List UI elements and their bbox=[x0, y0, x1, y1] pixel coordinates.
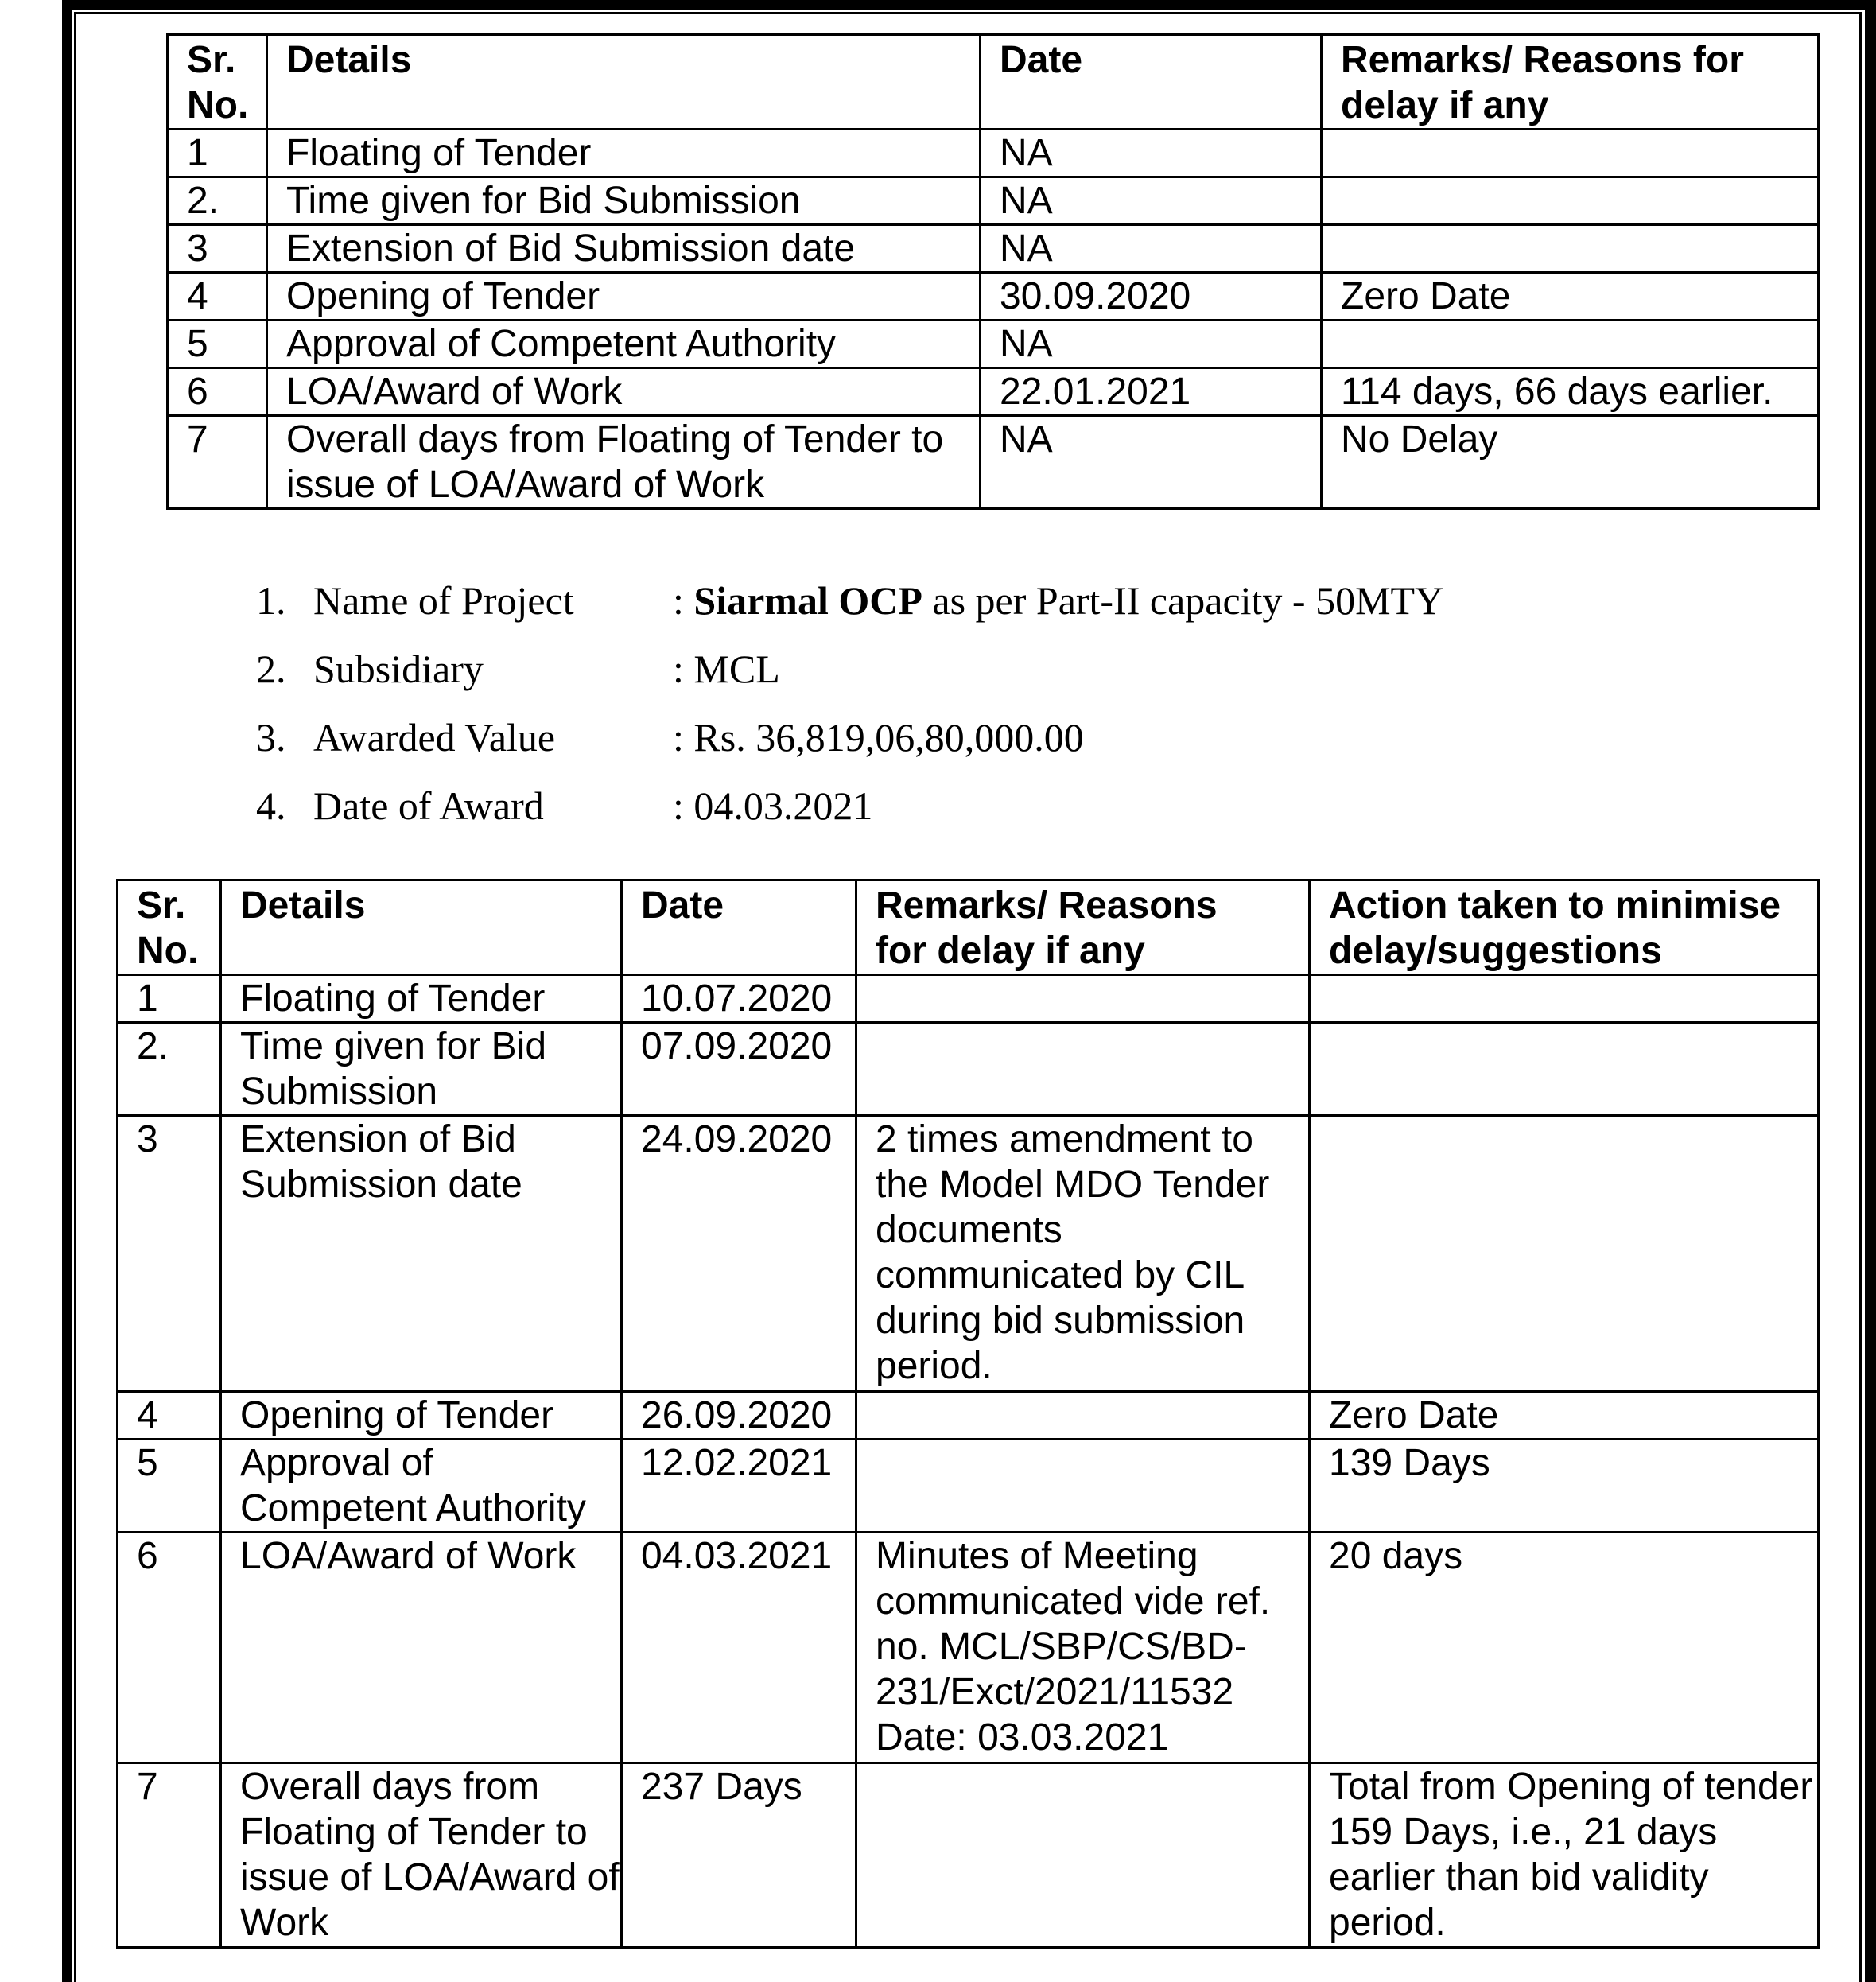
cell-details: Extension of Bid Submission date bbox=[221, 1116, 622, 1392]
cell-sr: 6 bbox=[168, 368, 267, 416]
page-inner-border-left bbox=[74, 12, 76, 1982]
table-row bbox=[168, 225, 1819, 273]
cell-remarks bbox=[856, 1392, 1310, 1440]
header-date: Date bbox=[981, 35, 1322, 130]
cell-remarks bbox=[856, 1023, 1310, 1116]
table-row bbox=[118, 1392, 1819, 1440]
project-name-value: : Siarmal OCP as per Part-II capacity - 50MTY bbox=[673, 578, 1444, 623]
header-sr-no: Sr. No. bbox=[118, 880, 221, 975]
table-row bbox=[168, 273, 1819, 321]
cell-sr: 3 bbox=[118, 1116, 221, 1392]
cell-remarks bbox=[1322, 225, 1819, 273]
cell-action: Total from Opening of tender 159 Days, i.e., 21 days earlier than bid validity period. bbox=[1310, 1763, 1819, 1948]
cell-details: Time given for Bid Submission bbox=[221, 1023, 622, 1116]
subsidiary-value: : MCL bbox=[673, 647, 780, 691]
page-border-left bbox=[62, 0, 72, 1982]
tender-timeline-table-2 bbox=[116, 879, 1820, 1949]
cell-date: 04.03.2021 bbox=[622, 1533, 856, 1763]
cell-details: Floating of Tender bbox=[267, 130, 981, 177]
table-header-row bbox=[118, 880, 1819, 975]
table-row bbox=[118, 1533, 1819, 1763]
cell-details: Time given for Bid Submission bbox=[267, 177, 981, 225]
cell-sr: 5 bbox=[118, 1440, 221, 1533]
cell-date: 10.07.2020 bbox=[622, 975, 856, 1023]
header-action-taken: Action taken to minimise delay/suggestions bbox=[1310, 880, 1819, 975]
header-details: Details bbox=[267, 35, 981, 130]
cell-details: Opening of Tender bbox=[221, 1392, 622, 1440]
header-details: Details bbox=[221, 880, 622, 975]
cell-date: NA bbox=[981, 130, 1322, 177]
header-remarks: Remarks/ Reasons for delay if any bbox=[856, 880, 1310, 975]
table-row bbox=[118, 975, 1819, 1023]
cell-details: Approval of Competent Authority bbox=[267, 321, 981, 368]
table-row bbox=[168, 368, 1819, 416]
cell-remarks bbox=[1322, 177, 1819, 225]
cell-action: 20 days bbox=[1310, 1533, 1819, 1763]
table-row bbox=[118, 1023, 1819, 1116]
cell-details: Opening of Tender bbox=[267, 273, 981, 321]
cell-details: LOA/Award of Work bbox=[267, 368, 981, 416]
table-row bbox=[168, 130, 1819, 177]
cell-remarks bbox=[856, 1440, 1310, 1533]
cell-details: LOA/Award of Work bbox=[221, 1533, 622, 1763]
cell-remarks bbox=[856, 1763, 1310, 1948]
page-border-right bbox=[1865, 0, 1876, 1982]
cell-date: 07.09.2020 bbox=[622, 1023, 856, 1116]
cell-details: Extension of Bid Submission date bbox=[267, 225, 981, 273]
cell-sr: 1 bbox=[118, 975, 221, 1023]
cell-action bbox=[1310, 975, 1819, 1023]
cell-date: 24.09.2020 bbox=[622, 1116, 856, 1392]
cell-action bbox=[1310, 1116, 1819, 1392]
cell-date: NA bbox=[981, 225, 1322, 273]
cell-remarks bbox=[856, 975, 1310, 1023]
cell-remarks bbox=[1322, 321, 1819, 368]
cell-action bbox=[1310, 1023, 1819, 1116]
cell-remarks: 114 days, 66 days earlier. bbox=[1322, 368, 1819, 416]
cell-details: Floating of Tender bbox=[221, 975, 622, 1023]
cell-sr: 1 bbox=[168, 130, 267, 177]
cell-sr: 2. bbox=[168, 177, 267, 225]
cell-details: Overall days from Floating of Tender to issue of LOA/Award of Work bbox=[267, 416, 981, 509]
cell-remarks: No Delay bbox=[1322, 416, 1819, 509]
page-inner-border-right bbox=[1859, 12, 1862, 1982]
date-of-award-value: : 04.03.2021 bbox=[673, 783, 873, 828]
cell-sr: 2. bbox=[118, 1023, 221, 1116]
header-remarks: Remarks/ Reasons for delay if any bbox=[1322, 35, 1819, 130]
cell-details: Overall days from Floating of Tender to issue of LOA/Award of Work bbox=[221, 1763, 622, 1948]
table-row bbox=[118, 1440, 1819, 1533]
cell-date: NA bbox=[981, 177, 1322, 225]
page-border-top bbox=[62, 0, 1876, 10]
cell-date: 237 Days bbox=[622, 1763, 856, 1948]
table-row bbox=[168, 321, 1819, 368]
header-sr-no: Sr. No. bbox=[168, 35, 267, 130]
table-header-row bbox=[168, 35, 1819, 130]
cell-date: 12.02.2021 bbox=[622, 1440, 856, 1533]
table-row bbox=[168, 177, 1819, 225]
cell-sr: 7 bbox=[168, 416, 267, 509]
cell-details: Approval of Competent Authority bbox=[221, 1440, 622, 1533]
table-row bbox=[168, 416, 1819, 509]
page-inner-border-top bbox=[74, 12, 1862, 14]
cell-sr: 3 bbox=[168, 225, 267, 273]
cell-remarks: Zero Date bbox=[1322, 273, 1819, 321]
cell-date: 26.09.2020 bbox=[622, 1392, 856, 1440]
cell-sr: 6 bbox=[118, 1533, 221, 1763]
table-row bbox=[118, 1763, 1819, 1948]
cell-sr: 4 bbox=[118, 1392, 221, 1440]
cell-sr: 4 bbox=[168, 273, 267, 321]
awarded-value: : Rs. 36,819,06,80,000.00 bbox=[673, 715, 1084, 760]
cell-action: Zero Date bbox=[1310, 1392, 1819, 1440]
cell-date: NA bbox=[981, 416, 1322, 509]
cell-date: NA bbox=[981, 321, 1322, 368]
tender-timeline-table-1 bbox=[166, 33, 1820, 510]
cell-remarks: Minutes of Meeting communicated vide ref. no. MCL/SBP/CS/BD-231/Exct/2021/11532 Date: 03.03.2021 bbox=[856, 1533, 1310, 1763]
cell-date: 30.09.2020 bbox=[981, 273, 1322, 321]
header-date: Date bbox=[622, 880, 856, 975]
cell-date: 22.01.2021 bbox=[981, 368, 1322, 416]
cell-remarks bbox=[1322, 130, 1819, 177]
cell-sr: 7 bbox=[118, 1763, 221, 1948]
cell-action: 139 Days bbox=[1310, 1440, 1819, 1533]
cell-remarks: 2 times amendment to the Model MDO Tender documents communicated by CIL during bid submission period. bbox=[856, 1116, 1310, 1392]
cell-sr: 5 bbox=[168, 321, 267, 368]
table-row bbox=[118, 1116, 1819, 1392]
